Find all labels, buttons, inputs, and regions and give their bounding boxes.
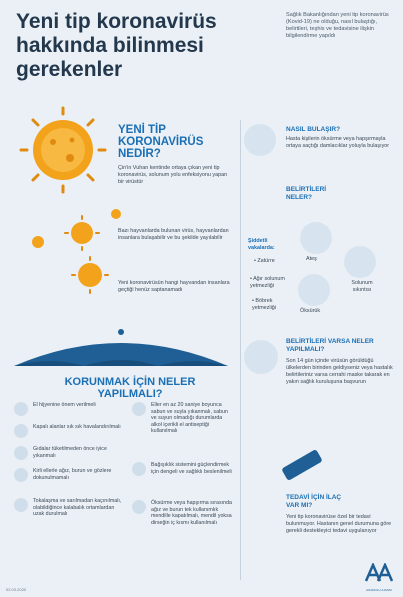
footer-date: 02.03.2020 [6, 587, 27, 592]
severe-item-kidney: • Böbrek yetmezliği [252, 298, 276, 311]
treatment-heading: TEDAVİ İÇİN İLAÇ VAR MI? [286, 494, 342, 509]
virus-icon-small-2 [32, 236, 44, 248]
severe-item-pneumonia: • Zatürre [254, 258, 275, 264]
handwash-icon [132, 402, 146, 416]
list-item: Eller en az 20 saniye boyunca sabun ve suyla yıkanmalı, sabun ve suyun olmadığı durumlarda alkol içerikli el antiseptiği kullanılmalı [132, 402, 234, 462]
virus-icon-large [21, 108, 105, 192]
fever-icon [300, 222, 332, 254]
intro-text: Sağlık Bakanlığından yeni tip koronavirüs (Kovid-19) ne olduğu, nasıl bulaştığı, belirtileri, teşhis ve tedavisine ilişkin bilgilendirme yapıldı [286, 12, 389, 39]
breath-label: Solunum sıkıntısı [351, 280, 373, 293]
umbrella-illustration [10, 328, 232, 368]
severe-item-respiratory: • Ağır solunum yetmezliği [250, 276, 285, 289]
what-p2: Bazı hayvanlarda bulunan virüs, hayvanlardan insanlara bulaşabilir ve bu şekilde yayılabilir [118, 228, 229, 241]
severe-label: Şiddetli vakalarda: [248, 238, 275, 251]
sneeze-icon [132, 500, 146, 514]
virus-icon-small-4 [111, 209, 121, 219]
nutrition-icon [132, 462, 146, 476]
spread-heading: NASIL BULAŞIR? [286, 126, 341, 133]
face-touch-icon [14, 468, 28, 482]
cough-label: Öksürük [300, 308, 321, 314]
food-icon [14, 446, 28, 460]
protect-heading: KORUNMAK İÇİN NELER YAPILMALI? [64, 376, 196, 400]
list-item: Öksürme veya hapşırma sırasında ağız ve burun tek kullanımlık mendille kapatılmalı, mendil yoksa dirseğin iç kısmı kullanılmalı [132, 500, 234, 550]
list-item: Kapalı alanlar sık sık havalandırılmalı [14, 424, 126, 446]
treatment-text: Yeni tip koronavirüse özel bir tedavi bulunmuyor. Hastanın genel durumuna göre gerekli destekleyici tedavi uygulanıyor [286, 514, 392, 534]
aa-logo [364, 563, 394, 591]
syringe-icon [281, 449, 323, 481]
protect-right-list [132, 402, 234, 550]
list-item: Tokalaşma ve sarılmadan kaçınılmalı, olabildiğince kalabalık ortamlardan uzak durulmalı [14, 498, 126, 534]
cough-icon [298, 274, 330, 306]
list-item: Gıdalar tüketilmeden önce iyice yıkanmalı [14, 446, 126, 468]
what-p3: Yeni koronavirüsün hangi hayvandan insanlara geçtiği henüz saptanamadı [118, 280, 230, 293]
fever-label: Ateş [306, 256, 317, 262]
column-divider [240, 120, 241, 580]
todo-heading: BELİRTİLERİ VARSA NELER YAPILMALI? [286, 338, 374, 353]
what-p1: Çin'in Vuhan kentinde ortaya çıkan yeni tip koronavirüs, solunum yolu enfeksiyonu yapan bir virüstür [118, 165, 228, 185]
what-heading: YENİ TİP KORONAVİRÜS NEDİR? [118, 124, 204, 160]
list-item: Bağışıklık sistemini güçlendirmek için dengeli ve sağlıklı beslenilmeli [132, 462, 234, 500]
page-title: Yeni tip koronavirüs hakkında bilinmesi gerekenler [16, 10, 217, 81]
window-icon [14, 424, 28, 438]
breath-icon [344, 246, 376, 278]
spread-text: Hasta kişilerin öksürme veya hapşırmayla ortaya saçtığı damlacıklar yoluyla bulaşıyor [286, 136, 390, 149]
mask-person-icon [244, 340, 278, 374]
virus-illustration [8, 100, 123, 320]
hand-icon [14, 402, 28, 416]
protect-left-list [14, 402, 126, 534]
cough-person-icon [244, 124, 276, 156]
logo-text: ANADOLU AJANSI [366, 588, 392, 592]
list-item: Kirli ellerle ağız, burun ve gözlere dokunulmamalı [14, 468, 126, 498]
list-item: El hijyenine önem verilmeli [14, 402, 126, 424]
todo-text: Son 14 gün içinde virüsün görüldüğü ülkelerden birinden geldiyseniz veya hastalık belirtileriniz varsa cerrahi maske takarak en yakın sağlık kuruluşuna başvurun [286, 358, 393, 385]
handshake-icon [14, 498, 28, 512]
virus-icon-small-3 [72, 257, 108, 293]
symptoms-heading: BELİRTİLERİ NELER? [286, 186, 327, 201]
virus-icon-small-1 [65, 216, 99, 250]
